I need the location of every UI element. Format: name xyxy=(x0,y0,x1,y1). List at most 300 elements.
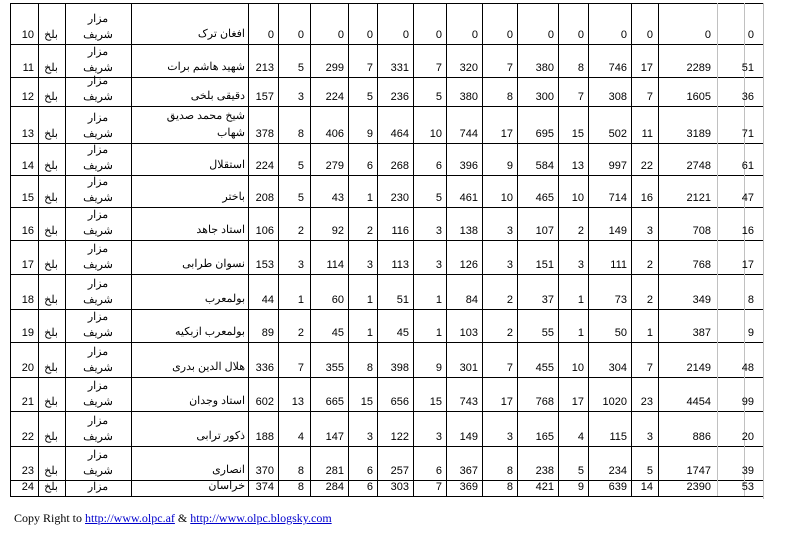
value-cell: 16 xyxy=(640,192,653,204)
value-cell: 7 xyxy=(435,481,442,493)
row-index: 21 xyxy=(21,396,34,408)
value-cell: 45 xyxy=(331,327,344,339)
value-cell: 0 xyxy=(471,29,478,41)
province-cell: بلخ xyxy=(44,225,58,237)
value-cell: 9 xyxy=(506,160,513,172)
value-cell: 4 xyxy=(297,431,304,443)
value-cell: 149 xyxy=(608,225,627,237)
value-cell: 2121 xyxy=(686,192,711,204)
value-cell: 51 xyxy=(741,62,754,74)
city-cell xyxy=(66,276,130,308)
value-cell: 421 xyxy=(535,481,554,493)
value-cell: 656 xyxy=(390,396,409,408)
value-cell: 336 xyxy=(255,362,274,374)
value-cell: 230 xyxy=(390,192,409,204)
value-cell: 997 xyxy=(608,160,627,172)
row-index: 11 xyxy=(22,62,34,74)
olpc-blogsky-link[interactable]: http://www.olpc.blogsky.com xyxy=(190,511,332,525)
city-line: شریف xyxy=(83,362,113,374)
city-line: شریف xyxy=(83,259,113,271)
value-cell: 4 xyxy=(577,431,584,443)
school-name-line: ذکور ترابی xyxy=(196,430,245,442)
value-cell: 106 xyxy=(255,225,274,237)
value-cell: 1 xyxy=(366,327,373,339)
province-cell: بلخ xyxy=(44,91,58,103)
column-gridline xyxy=(446,3,447,496)
value-cell: 47 xyxy=(741,192,754,204)
row-index: 16 xyxy=(21,225,34,237)
value-cell: 10 xyxy=(571,362,584,374)
value-cell: 165 xyxy=(535,431,554,443)
value-cell: 378 xyxy=(255,128,274,140)
row-index: 22 xyxy=(21,431,34,443)
column-gridline xyxy=(631,3,632,496)
value-cell: 73 xyxy=(614,294,627,306)
value-cell: 8 xyxy=(297,481,304,493)
column-gridline xyxy=(413,3,414,496)
city-cell xyxy=(66,378,130,410)
value-cell: 0 xyxy=(366,29,373,41)
value-cell: 7 xyxy=(646,362,653,374)
value-cell: 6 xyxy=(435,160,442,172)
city-line: مزار xyxy=(87,278,109,290)
value-cell: 0 xyxy=(506,29,513,41)
value-cell: 299 xyxy=(325,62,344,74)
city-cell xyxy=(66,309,130,341)
value-cell: 406 xyxy=(325,128,344,140)
value-cell: 268 xyxy=(390,160,409,172)
province-cell: بلخ xyxy=(44,294,58,306)
value-cell: 3 xyxy=(646,431,653,443)
value-cell: 6 xyxy=(366,481,373,493)
value-cell: 10 xyxy=(429,128,442,140)
value-cell: 3 xyxy=(506,225,513,237)
value-cell: 138 xyxy=(459,225,478,237)
school-name-cell xyxy=(132,59,245,76)
city-line: مزار xyxy=(87,209,109,221)
value-cell: 17 xyxy=(571,396,584,408)
column-gridline xyxy=(658,3,659,496)
city-line: مزار xyxy=(87,415,109,427)
value-cell: 398 xyxy=(390,362,409,374)
school-name-cell xyxy=(132,462,245,479)
value-cell: 0 xyxy=(337,29,344,41)
value-cell: 380 xyxy=(535,62,554,74)
value-cell: 396 xyxy=(459,160,478,172)
row-index: 13 xyxy=(21,128,34,140)
row-gridline xyxy=(10,342,764,343)
value-cell: 5 xyxy=(577,465,584,477)
city-line: شریف xyxy=(83,91,113,103)
row-gridline xyxy=(10,3,764,4)
city-line: مزار xyxy=(87,243,109,255)
city-cell xyxy=(66,44,130,76)
value-cell: 639 xyxy=(608,481,627,493)
value-cell: 15 xyxy=(360,396,373,408)
school-name-line: باختر xyxy=(222,191,245,203)
value-cell: 308 xyxy=(608,91,627,103)
column-gridline xyxy=(482,3,483,496)
value-cell: 1 xyxy=(435,294,442,306)
value-cell: 17 xyxy=(640,62,653,74)
school-name-line: استقلال xyxy=(209,159,245,171)
value-cell: 89 xyxy=(261,327,274,339)
value-cell: 2 xyxy=(646,259,653,271)
school-name-cell xyxy=(132,359,245,376)
column-gridline xyxy=(717,3,718,496)
value-cell: 188 xyxy=(255,431,274,443)
value-cell: 304 xyxy=(608,362,627,374)
province-cell: بلخ xyxy=(44,62,58,74)
value-cell: 8 xyxy=(366,362,373,374)
value-cell: 17 xyxy=(500,128,513,140)
value-cell: 44 xyxy=(261,294,274,306)
value-cell: 111 xyxy=(610,259,627,271)
value-cell: 380 xyxy=(459,91,478,103)
value-cell: 2 xyxy=(577,225,584,237)
value-cell: 5 xyxy=(366,91,373,103)
value-cell: 1 xyxy=(366,192,373,204)
city-cell xyxy=(66,110,130,142)
value-cell: 208 xyxy=(255,192,274,204)
row-index: 19 xyxy=(21,327,34,339)
value-cell: 2 xyxy=(646,294,653,306)
value-cell: 886 xyxy=(692,431,711,443)
value-cell: 0 xyxy=(646,29,653,41)
value-cell: 9 xyxy=(577,481,584,493)
school-name-line: شهاب xyxy=(217,127,245,139)
row-gridline xyxy=(10,411,764,412)
value-cell: 7 xyxy=(366,62,373,74)
value-cell: 84 xyxy=(465,294,478,306)
value-cell: 2748 xyxy=(686,160,711,172)
value-cell: 224 xyxy=(255,160,274,172)
value-cell: 17 xyxy=(500,396,513,408)
value-cell: 768 xyxy=(535,396,554,408)
value-cell: 461 xyxy=(459,192,478,204)
school-name-line: شیخ محمد صدیق xyxy=(166,110,245,122)
value-cell: 584 xyxy=(535,160,554,172)
value-cell: 3 xyxy=(646,225,653,237)
value-cell: 367 xyxy=(459,465,478,477)
value-cell: 51 xyxy=(396,294,409,306)
value-cell: 7 xyxy=(646,91,653,103)
city-cell xyxy=(66,241,130,273)
column-gridline xyxy=(310,3,311,496)
value-cell: 502 xyxy=(608,128,627,140)
city-cell xyxy=(66,142,130,174)
value-cell: 7 xyxy=(577,91,584,103)
value-cell: 92 xyxy=(331,225,344,237)
school-name-cell xyxy=(132,393,245,410)
value-cell: 465 xyxy=(535,192,554,204)
value-cell: 99 xyxy=(741,396,754,408)
school-name-cell xyxy=(132,256,245,273)
value-cell: 320 xyxy=(459,62,478,74)
city-line: شریف xyxy=(83,294,113,306)
value-cell: 116 xyxy=(391,225,409,237)
column-gridline xyxy=(248,3,249,496)
value-cell: 6 xyxy=(366,160,373,172)
city-cell xyxy=(66,11,130,43)
value-cell: 157 xyxy=(255,91,274,103)
value-cell: 7 xyxy=(297,362,304,374)
value-cell: 113 xyxy=(391,259,409,271)
row-gridline xyxy=(10,106,764,107)
copyright-footer xyxy=(14,511,332,526)
value-cell: 11 xyxy=(641,128,653,140)
value-cell: 23 xyxy=(640,396,653,408)
city-line: شریف xyxy=(83,128,113,140)
school-name-line: بولمعرب ازبکیه xyxy=(175,326,245,338)
city-line: شریف xyxy=(83,160,113,172)
value-cell: 103 xyxy=(459,327,478,339)
value-cell: 1020 xyxy=(602,396,627,408)
value-cell: 3 xyxy=(297,91,304,103)
province-cell: بلخ xyxy=(44,259,58,271)
value-cell: 284 xyxy=(325,481,344,493)
value-cell: 1 xyxy=(646,327,653,339)
value-cell: 5 xyxy=(435,192,442,204)
value-cell: 2390 xyxy=(686,481,711,493)
value-cell: 8 xyxy=(506,91,513,103)
value-cell: 744 xyxy=(459,128,478,140)
row-gridline xyxy=(10,496,764,497)
school-name-line: نسوان طرابی xyxy=(182,258,245,270)
value-cell: 279 xyxy=(325,160,344,172)
value-cell: 50 xyxy=(614,327,627,339)
value-cell: 2 xyxy=(506,327,513,339)
city-line: شریف xyxy=(83,225,113,237)
city-line: مزار xyxy=(87,481,109,493)
city-line: مزار xyxy=(87,346,109,358)
value-cell: 2 xyxy=(506,294,513,306)
row-index: 17 xyxy=(21,259,34,271)
province-cell: بلخ xyxy=(44,481,58,493)
value-cell: 147 xyxy=(325,431,344,443)
school-name-cell xyxy=(132,428,245,445)
province-cell: بلخ xyxy=(44,160,58,172)
value-cell: 349 xyxy=(692,294,711,306)
olpc-af-link[interactable]: http://www.olpc.af xyxy=(85,511,175,525)
value-cell: 60 xyxy=(331,294,344,306)
school-name-line: بولمعرب xyxy=(204,293,245,305)
value-cell: 714 xyxy=(608,192,627,204)
value-cell: 1 xyxy=(366,294,373,306)
city-line: مزار xyxy=(87,144,109,156)
value-cell: 17 xyxy=(741,259,754,271)
province-cell: بلخ xyxy=(44,396,58,408)
value-cell: 3 xyxy=(506,431,513,443)
city-line: شریف xyxy=(83,327,113,339)
value-cell: 9 xyxy=(366,128,373,140)
school-name-line: انصاری xyxy=(212,464,245,476)
value-cell: 8 xyxy=(747,294,754,306)
column-gridline xyxy=(588,3,589,496)
value-cell: 7 xyxy=(506,362,513,374)
province-cell: بلخ xyxy=(44,465,58,477)
value-cell: 122 xyxy=(390,431,409,443)
value-cell: 5 xyxy=(297,62,304,74)
city-line: شریف xyxy=(83,431,113,443)
column-gridline xyxy=(517,3,518,496)
value-cell: 234 xyxy=(608,465,627,477)
value-cell: 303 xyxy=(390,481,409,493)
value-cell: 708 xyxy=(692,225,711,237)
column-gridline xyxy=(558,3,559,496)
value-cell: 1747 xyxy=(686,465,711,477)
value-cell: 3 xyxy=(366,259,373,271)
value-cell: 5 xyxy=(297,192,304,204)
value-cell: 126 xyxy=(459,259,478,271)
city-cell xyxy=(66,413,130,445)
value-cell: 1 xyxy=(577,327,584,339)
value-cell: 3 xyxy=(435,259,442,271)
city-line: شریف xyxy=(83,396,113,408)
value-cell: 238 xyxy=(535,465,554,477)
value-cell: 1 xyxy=(435,327,442,339)
province-cell: بلخ xyxy=(44,327,58,339)
value-cell: 61 xyxy=(741,160,754,172)
value-cell: 369 xyxy=(459,481,478,493)
school-name-line: استاد جاهد xyxy=(196,224,245,236)
school-name-cell xyxy=(132,88,245,105)
school-name-cell xyxy=(132,108,245,142)
school-name-cell xyxy=(132,189,245,206)
city-line: مزار xyxy=(87,380,109,392)
value-cell: 71 xyxy=(741,128,754,140)
value-cell: 257 xyxy=(390,465,409,477)
footer-separator: & xyxy=(174,511,191,525)
value-cell: 2289 xyxy=(686,62,711,74)
value-cell: 151 xyxy=(535,259,554,271)
value-cell: 3 xyxy=(366,431,373,443)
school-name-cell xyxy=(132,157,245,174)
school-name-line: دقیقی بلخی xyxy=(190,90,245,102)
row-index: 18 xyxy=(21,294,34,306)
value-cell: 3 xyxy=(506,259,513,271)
value-cell: 3 xyxy=(435,431,442,443)
school-name-cell xyxy=(132,324,245,341)
value-cell: 107 xyxy=(535,225,554,237)
value-cell: 370 xyxy=(255,465,274,477)
province-cell: بلخ xyxy=(44,431,58,443)
value-cell: 3 xyxy=(577,259,584,271)
value-cell: 746 xyxy=(608,62,627,74)
value-cell: 665 xyxy=(325,396,344,408)
column-gridline xyxy=(763,3,764,499)
school-name-line: هلال الدین بدری xyxy=(172,361,245,373)
value-cell: 455 xyxy=(535,362,554,374)
value-cell: 300 xyxy=(535,91,554,103)
row-index: 10 xyxy=(21,29,34,41)
city-line: مزار xyxy=(87,112,109,124)
value-cell: 5 xyxy=(435,91,442,103)
value-cell: 14 xyxy=(640,481,653,493)
value-cell: 0 xyxy=(547,29,554,41)
value-cell: 0 xyxy=(297,29,304,41)
column-gridline xyxy=(278,3,279,496)
value-cell: 15 xyxy=(571,128,584,140)
value-cell: 8 xyxy=(297,465,304,477)
value-cell: 695 xyxy=(535,128,554,140)
value-cell: 6 xyxy=(366,465,373,477)
city-line: مزار xyxy=(87,75,109,87)
value-cell: 48 xyxy=(741,362,754,374)
value-cell: 301 xyxy=(459,362,478,374)
value-cell: 213 xyxy=(255,62,274,74)
value-cell: 602 xyxy=(255,396,274,408)
value-cell: 1 xyxy=(577,294,584,306)
value-cell: 8 xyxy=(506,465,513,477)
value-cell: 464 xyxy=(390,128,409,140)
value-cell: 0 xyxy=(435,29,442,41)
city-cell xyxy=(66,207,130,239)
value-cell: 0 xyxy=(747,29,754,41)
column-gridline xyxy=(744,3,745,496)
value-cell: 22 xyxy=(640,160,653,172)
value-cell: 236 xyxy=(390,91,409,103)
school-name-line: شهید هاشم برات xyxy=(167,61,245,73)
province-cell: بلخ xyxy=(44,29,58,41)
value-cell: 0 xyxy=(704,29,711,41)
value-cell: 331 xyxy=(390,62,409,74)
school-name-line: افغان ترک xyxy=(197,28,245,40)
school-name-line: استاد وجدان xyxy=(189,395,245,407)
column-gridline xyxy=(348,3,349,496)
value-cell: 387 xyxy=(692,327,711,339)
value-cell: 7 xyxy=(506,62,513,74)
value-cell: 5 xyxy=(297,160,304,172)
city-cell xyxy=(66,174,130,206)
value-cell: 13 xyxy=(291,396,304,408)
value-cell: 281 xyxy=(325,465,344,477)
value-cell: 1 xyxy=(297,294,304,306)
value-cell: 10 xyxy=(571,192,584,204)
city-line: مزار xyxy=(87,449,109,461)
row-index: 23 xyxy=(21,465,34,477)
value-cell: 39 xyxy=(741,465,754,477)
city-cell xyxy=(66,73,130,105)
value-cell: 8 xyxy=(297,128,304,140)
school-name-cell xyxy=(132,478,245,495)
value-cell: 0 xyxy=(577,29,584,41)
value-cell: 9 xyxy=(747,327,754,339)
city-line: مزار xyxy=(87,13,109,25)
school-name-cell xyxy=(132,222,245,239)
value-cell: 224 xyxy=(325,91,344,103)
value-cell: 768 xyxy=(692,259,711,271)
value-cell: 114 xyxy=(326,259,344,271)
value-cell: 43 xyxy=(331,192,344,204)
city-line: شریف xyxy=(83,192,113,204)
city-cell xyxy=(66,447,130,479)
value-cell: 13 xyxy=(571,160,584,172)
value-cell: 1605 xyxy=(686,91,711,103)
value-cell: 45 xyxy=(396,327,409,339)
school-name-cell xyxy=(132,26,245,43)
province-cell: بلخ xyxy=(44,192,58,204)
city-line: مزار xyxy=(87,176,109,188)
row-gridline xyxy=(10,274,764,275)
row-index: 15 xyxy=(21,192,34,204)
value-cell: 10 xyxy=(500,192,513,204)
school-name-cell xyxy=(132,291,245,308)
province-cell: بلخ xyxy=(44,128,58,140)
value-cell: 53 xyxy=(741,481,754,493)
city-line: مزار xyxy=(87,311,109,323)
column-gridline xyxy=(38,3,39,496)
